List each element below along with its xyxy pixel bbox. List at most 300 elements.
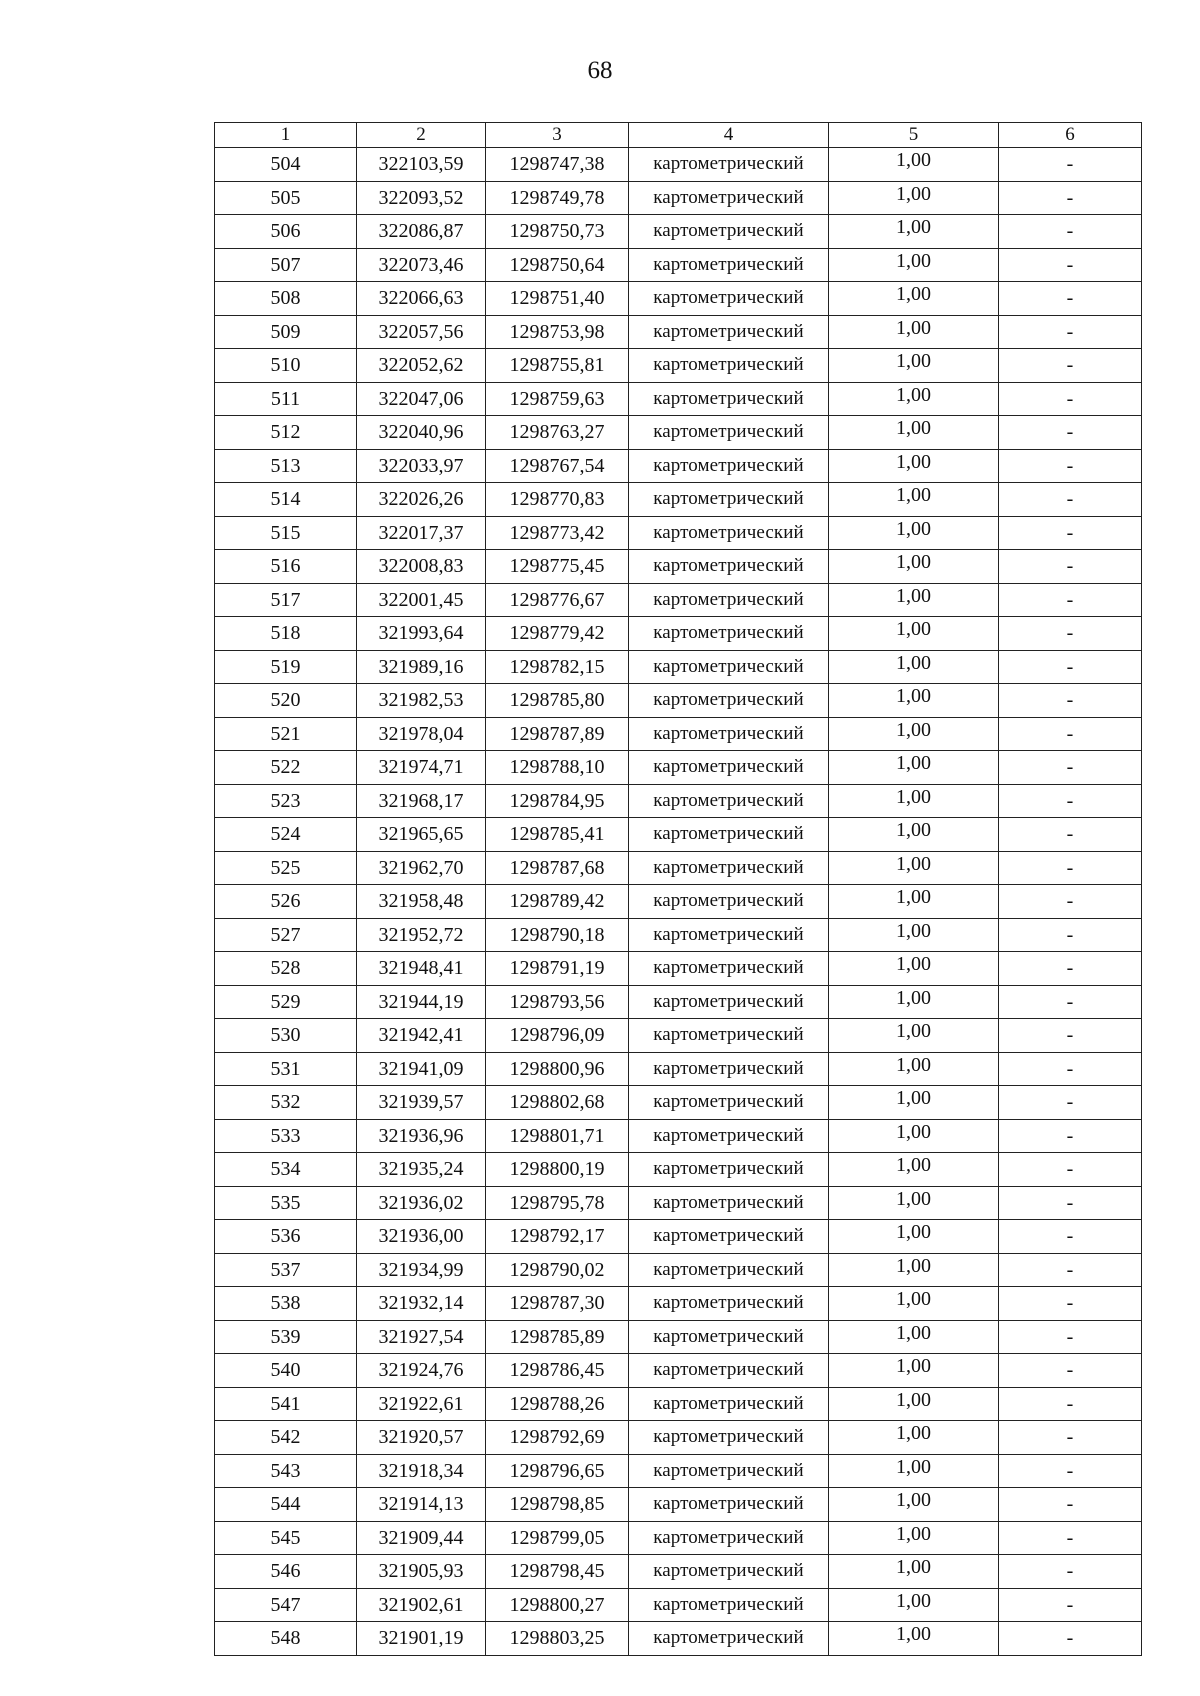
accuracy-cell: 1,00 bbox=[829, 516, 999, 550]
y-coordinate-cell: 1298791,19 bbox=[486, 952, 629, 986]
table-row bbox=[215, 1119, 1142, 1153]
method-cell: картометрический bbox=[629, 1421, 829, 1455]
note-cell: - bbox=[999, 1454, 1142, 1488]
header-cell-5: 5 bbox=[829, 123, 999, 148]
method-cell: картометрический bbox=[629, 315, 829, 349]
y-coordinate-cell: 1298796,65 bbox=[486, 1454, 629, 1488]
y-coordinate-cell: 1298770,83 bbox=[486, 483, 629, 517]
table-row bbox=[215, 583, 1142, 617]
accuracy-cell: 1,00 bbox=[829, 583, 999, 617]
accuracy-cell: 1,00 bbox=[829, 215, 999, 249]
method-cell: картометрический bbox=[629, 1019, 829, 1053]
x-coordinate-cell: 321936,96 bbox=[357, 1119, 486, 1153]
table-row bbox=[215, 918, 1142, 952]
point-number-cell: 532 bbox=[215, 1086, 357, 1120]
accuracy-cell: 1,00 bbox=[829, 315, 999, 349]
method-cell: картометрический bbox=[629, 382, 829, 416]
y-coordinate-cell: 1298775,45 bbox=[486, 550, 629, 584]
note-cell: - bbox=[999, 1555, 1142, 1589]
coordinates-table bbox=[214, 122, 1142, 1656]
method-cell: картометрический bbox=[629, 583, 829, 617]
point-number-cell: 523 bbox=[215, 784, 357, 818]
x-coordinate-cell: 321920,57 bbox=[357, 1421, 486, 1455]
point-number-cell: 533 bbox=[215, 1119, 357, 1153]
method-cell: картометрический bbox=[629, 1253, 829, 1287]
accuracy-cell: 1,00 bbox=[829, 1186, 999, 1220]
note-cell: - bbox=[999, 1421, 1142, 1455]
note-cell: - bbox=[999, 985, 1142, 1019]
note-cell: - bbox=[999, 1086, 1142, 1120]
method-cell: картометрический bbox=[629, 516, 829, 550]
note-cell: - bbox=[999, 1253, 1142, 1287]
x-coordinate-cell: 321978,04 bbox=[357, 717, 486, 751]
table-row bbox=[215, 1454, 1142, 1488]
accuracy-cell: 1,00 bbox=[829, 382, 999, 416]
table-row bbox=[215, 416, 1142, 450]
note-cell: - bbox=[999, 449, 1142, 483]
method-cell: картометрический bbox=[629, 1555, 829, 1589]
note-cell: - bbox=[999, 717, 1142, 751]
point-number-cell: 517 bbox=[215, 583, 357, 617]
table-row bbox=[215, 1320, 1142, 1354]
y-coordinate-cell: 1298747,38 bbox=[486, 148, 629, 182]
accuracy-cell: 1,00 bbox=[829, 952, 999, 986]
point-number-cell: 512 bbox=[215, 416, 357, 450]
table-row bbox=[215, 1052, 1142, 1086]
accuracy-cell: 1,00 bbox=[829, 148, 999, 182]
y-coordinate-cell: 1298750,64 bbox=[486, 248, 629, 282]
point-number-cell: 542 bbox=[215, 1421, 357, 1455]
x-coordinate-cell: 321936,02 bbox=[357, 1186, 486, 1220]
note-cell: - bbox=[999, 650, 1142, 684]
y-coordinate-cell: 1298800,27 bbox=[486, 1588, 629, 1622]
method-cell: картометрический bbox=[629, 684, 829, 718]
y-coordinate-cell: 1298751,40 bbox=[486, 282, 629, 316]
accuracy-cell: 1,00 bbox=[829, 416, 999, 450]
x-coordinate-cell: 322040,96 bbox=[357, 416, 486, 450]
y-coordinate-cell: 1298753,98 bbox=[486, 315, 629, 349]
accuracy-cell: 1,00 bbox=[829, 1220, 999, 1254]
note-cell: - bbox=[999, 148, 1142, 182]
method-cell: картометрический bbox=[629, 282, 829, 316]
y-coordinate-cell: 1298763,27 bbox=[486, 416, 629, 450]
header-cell-6: 6 bbox=[999, 123, 1142, 148]
accuracy-cell: 1,00 bbox=[829, 918, 999, 952]
x-coordinate-cell: 321905,93 bbox=[357, 1555, 486, 1589]
note-cell: - bbox=[999, 952, 1142, 986]
method-cell: картометрический bbox=[629, 784, 829, 818]
method-cell: картометрический bbox=[629, 148, 829, 182]
point-number-cell: 543 bbox=[215, 1454, 357, 1488]
table-row bbox=[215, 1086, 1142, 1120]
table-row bbox=[215, 215, 1142, 249]
y-coordinate-cell: 1298787,30 bbox=[486, 1287, 629, 1321]
table-row bbox=[215, 1622, 1142, 1656]
accuracy-cell: 1,00 bbox=[829, 1119, 999, 1153]
method-cell: картометрический bbox=[629, 416, 829, 450]
point-number-cell: 547 bbox=[215, 1588, 357, 1622]
accuracy-cell: 1,00 bbox=[829, 1354, 999, 1388]
note-cell: - bbox=[999, 349, 1142, 383]
table-row bbox=[215, 181, 1142, 215]
method-cell: картометрический bbox=[629, 1119, 829, 1153]
note-cell: - bbox=[999, 1521, 1142, 1555]
table-row bbox=[215, 449, 1142, 483]
note-cell: - bbox=[999, 315, 1142, 349]
note-cell: - bbox=[999, 215, 1142, 249]
note-cell: - bbox=[999, 617, 1142, 651]
x-coordinate-cell: 322047,06 bbox=[357, 382, 486, 416]
x-coordinate-cell: 321918,34 bbox=[357, 1454, 486, 1488]
y-coordinate-cell: 1298795,78 bbox=[486, 1186, 629, 1220]
method-cell: картометрический bbox=[629, 215, 829, 249]
x-coordinate-cell: 322017,37 bbox=[357, 516, 486, 550]
x-coordinate-cell: 321939,57 bbox=[357, 1086, 486, 1120]
table-row bbox=[215, 483, 1142, 517]
table-body bbox=[215, 123, 1142, 1656]
note-cell: - bbox=[999, 1488, 1142, 1522]
y-coordinate-cell: 1298792,69 bbox=[486, 1421, 629, 1455]
accuracy-cell: 1,00 bbox=[829, 650, 999, 684]
note-cell: - bbox=[999, 818, 1142, 852]
header-cell-3: 3 bbox=[486, 123, 629, 148]
x-coordinate-cell: 322001,45 bbox=[357, 583, 486, 617]
accuracy-cell: 1,00 bbox=[829, 617, 999, 651]
point-number-cell: 511 bbox=[215, 382, 357, 416]
table-row bbox=[215, 1153, 1142, 1187]
table-row bbox=[215, 1354, 1142, 1388]
y-coordinate-cell: 1298792,17 bbox=[486, 1220, 629, 1254]
table-row bbox=[215, 717, 1142, 751]
table-header-row bbox=[215, 123, 1142, 148]
note-cell: - bbox=[999, 416, 1142, 450]
point-number-cell: 520 bbox=[215, 684, 357, 718]
point-number-cell: 522 bbox=[215, 751, 357, 785]
x-coordinate-cell: 321952,72 bbox=[357, 918, 486, 952]
note-cell: - bbox=[999, 1320, 1142, 1354]
point-number-cell: 506 bbox=[215, 215, 357, 249]
y-coordinate-cell: 1298782,15 bbox=[486, 650, 629, 684]
table-row bbox=[215, 617, 1142, 651]
y-coordinate-cell: 1298776,67 bbox=[486, 583, 629, 617]
method-cell: картометрический bbox=[629, 918, 829, 952]
point-number-cell: 510 bbox=[215, 349, 357, 383]
accuracy-cell: 1,00 bbox=[829, 851, 999, 885]
header-cell-1: 1 bbox=[215, 123, 357, 148]
point-number-cell: 524 bbox=[215, 818, 357, 852]
method-cell: картометрический bbox=[629, 1052, 829, 1086]
x-coordinate-cell: 321914,13 bbox=[357, 1488, 486, 1522]
method-cell: картометрический bbox=[629, 818, 829, 852]
note-cell: - bbox=[999, 181, 1142, 215]
point-number-cell: 521 bbox=[215, 717, 357, 751]
method-cell: картометрический bbox=[629, 650, 829, 684]
y-coordinate-cell: 1298788,26 bbox=[486, 1387, 629, 1421]
accuracy-cell: 1,00 bbox=[829, 1320, 999, 1354]
table-row bbox=[215, 1253, 1142, 1287]
method-cell: картометрический bbox=[629, 1086, 829, 1120]
point-number-cell: 530 bbox=[215, 1019, 357, 1053]
method-cell: картометрический bbox=[629, 717, 829, 751]
accuracy-cell: 1,00 bbox=[829, 1019, 999, 1053]
y-coordinate-cell: 1298801,71 bbox=[486, 1119, 629, 1153]
table-row bbox=[215, 1421, 1142, 1455]
point-number-cell: 545 bbox=[215, 1521, 357, 1555]
point-number-cell: 525 bbox=[215, 851, 357, 885]
table-row bbox=[215, 1019, 1142, 1053]
accuracy-cell: 1,00 bbox=[829, 248, 999, 282]
y-coordinate-cell: 1298785,89 bbox=[486, 1320, 629, 1354]
accuracy-cell: 1,00 bbox=[829, 181, 999, 215]
x-coordinate-cell: 322026,26 bbox=[357, 483, 486, 517]
point-number-cell: 507 bbox=[215, 248, 357, 282]
table-row bbox=[215, 1488, 1142, 1522]
y-coordinate-cell: 1298799,05 bbox=[486, 1521, 629, 1555]
note-cell: - bbox=[999, 751, 1142, 785]
x-coordinate-cell: 322103,59 bbox=[357, 148, 486, 182]
method-cell: картометрический bbox=[629, 449, 829, 483]
y-coordinate-cell: 1298798,45 bbox=[486, 1555, 629, 1589]
method-cell: картометрический bbox=[629, 1287, 829, 1321]
point-number-cell: 518 bbox=[215, 617, 357, 651]
point-number-cell: 531 bbox=[215, 1052, 357, 1086]
y-coordinate-cell: 1298785,80 bbox=[486, 684, 629, 718]
note-cell: - bbox=[999, 483, 1142, 517]
point-number-cell: 544 bbox=[215, 1488, 357, 1522]
x-coordinate-cell: 321935,24 bbox=[357, 1153, 486, 1187]
y-coordinate-cell: 1298802,68 bbox=[486, 1086, 629, 1120]
accuracy-cell: 1,00 bbox=[829, 1387, 999, 1421]
y-coordinate-cell: 1298800,96 bbox=[486, 1052, 629, 1086]
x-coordinate-cell: 321922,61 bbox=[357, 1387, 486, 1421]
y-coordinate-cell: 1298796,09 bbox=[486, 1019, 629, 1053]
y-coordinate-cell: 1298798,85 bbox=[486, 1488, 629, 1522]
table-row bbox=[215, 650, 1142, 684]
method-cell: картометрический bbox=[629, 985, 829, 1019]
table-row bbox=[215, 382, 1142, 416]
method-cell: картометрический bbox=[629, 1622, 829, 1656]
method-cell: картометрический bbox=[629, 885, 829, 919]
method-cell: картометрический bbox=[629, 550, 829, 584]
accuracy-cell: 1,00 bbox=[829, 1253, 999, 1287]
point-number-cell: 540 bbox=[215, 1354, 357, 1388]
table-row bbox=[215, 282, 1142, 316]
y-coordinate-cell: 1298788,10 bbox=[486, 751, 629, 785]
method-cell: картометрический bbox=[629, 1454, 829, 1488]
x-coordinate-cell: 321936,00 bbox=[357, 1220, 486, 1254]
y-coordinate-cell: 1298790,02 bbox=[486, 1253, 629, 1287]
note-cell: - bbox=[999, 1153, 1142, 1187]
note-cell: - bbox=[999, 684, 1142, 718]
x-coordinate-cell: 322052,62 bbox=[357, 349, 486, 383]
x-coordinate-cell: 321965,65 bbox=[357, 818, 486, 852]
table-row bbox=[215, 1555, 1142, 1589]
accuracy-cell: 1,00 bbox=[829, 1622, 999, 1656]
x-coordinate-cell: 321958,48 bbox=[357, 885, 486, 919]
accuracy-cell: 1,00 bbox=[829, 1153, 999, 1187]
y-coordinate-cell: 1298789,42 bbox=[486, 885, 629, 919]
note-cell: - bbox=[999, 282, 1142, 316]
table-row bbox=[215, 784, 1142, 818]
point-number-cell: 528 bbox=[215, 952, 357, 986]
table-row bbox=[215, 248, 1142, 282]
accuracy-cell: 1,00 bbox=[829, 818, 999, 852]
y-coordinate-cell: 1298767,54 bbox=[486, 449, 629, 483]
x-coordinate-cell: 321902,61 bbox=[357, 1588, 486, 1622]
note-cell: - bbox=[999, 784, 1142, 818]
x-coordinate-cell: 321934,99 bbox=[357, 1253, 486, 1287]
x-coordinate-cell: 322066,63 bbox=[357, 282, 486, 316]
y-coordinate-cell: 1298759,63 bbox=[486, 382, 629, 416]
note-cell: - bbox=[999, 885, 1142, 919]
point-number-cell: 509 bbox=[215, 315, 357, 349]
note-cell: - bbox=[999, 918, 1142, 952]
y-coordinate-cell: 1298800,19 bbox=[486, 1153, 629, 1187]
method-cell: картометрический bbox=[629, 1220, 829, 1254]
table-row bbox=[215, 1220, 1142, 1254]
y-coordinate-cell: 1298749,78 bbox=[486, 181, 629, 215]
note-cell: - bbox=[999, 1588, 1142, 1622]
method-cell: картометрический bbox=[629, 1488, 829, 1522]
y-coordinate-cell: 1298755,81 bbox=[486, 349, 629, 383]
point-number-cell: 538 bbox=[215, 1287, 357, 1321]
header-cell-4: 4 bbox=[629, 123, 829, 148]
method-cell: картометрический bbox=[629, 1387, 829, 1421]
note-cell: - bbox=[999, 851, 1142, 885]
point-number-cell: 505 bbox=[215, 181, 357, 215]
table-row bbox=[215, 885, 1142, 919]
method-cell: картометрический bbox=[629, 1186, 829, 1220]
note-cell: - bbox=[999, 1019, 1142, 1053]
accuracy-cell: 1,00 bbox=[829, 1521, 999, 1555]
note-cell: - bbox=[999, 1354, 1142, 1388]
method-cell: картометрический bbox=[629, 248, 829, 282]
note-cell: - bbox=[999, 1287, 1142, 1321]
accuracy-cell: 1,00 bbox=[829, 1086, 999, 1120]
note-cell: - bbox=[999, 516, 1142, 550]
table-row bbox=[215, 315, 1142, 349]
table-row bbox=[215, 985, 1142, 1019]
page-number: 68 bbox=[587, 57, 613, 84]
accuracy-cell: 1,00 bbox=[829, 1287, 999, 1321]
method-cell: картометрический bbox=[629, 1521, 829, 1555]
note-cell: - bbox=[999, 248, 1142, 282]
method-cell: картометрический bbox=[629, 851, 829, 885]
point-number-cell: 537 bbox=[215, 1253, 357, 1287]
table-row bbox=[215, 148, 1142, 182]
note-cell: - bbox=[999, 1387, 1142, 1421]
accuracy-cell: 1,00 bbox=[829, 483, 999, 517]
accuracy-cell: 1,00 bbox=[829, 1488, 999, 1522]
note-cell: - bbox=[999, 382, 1142, 416]
method-cell: картометрический bbox=[629, 617, 829, 651]
method-cell: картометрический bbox=[629, 483, 829, 517]
method-cell: картометрический bbox=[629, 181, 829, 215]
x-coordinate-cell: 321993,64 bbox=[357, 617, 486, 651]
note-cell: - bbox=[999, 583, 1142, 617]
accuracy-cell: 1,00 bbox=[829, 1588, 999, 1622]
point-number-cell: 546 bbox=[215, 1555, 357, 1589]
accuracy-cell: 1,00 bbox=[829, 717, 999, 751]
point-number-cell: 514 bbox=[215, 483, 357, 517]
x-coordinate-cell: 322033,97 bbox=[357, 449, 486, 483]
point-number-cell: 513 bbox=[215, 449, 357, 483]
table-row bbox=[215, 818, 1142, 852]
table-row bbox=[215, 516, 1142, 550]
method-cell: картометрический bbox=[629, 1153, 829, 1187]
point-number-cell: 534 bbox=[215, 1153, 357, 1187]
point-number-cell: 516 bbox=[215, 550, 357, 584]
accuracy-cell: 1,00 bbox=[829, 885, 999, 919]
x-coordinate-cell: 321932,14 bbox=[357, 1287, 486, 1321]
table-row bbox=[215, 349, 1142, 383]
x-coordinate-cell: 322057,56 bbox=[357, 315, 486, 349]
table-row bbox=[215, 684, 1142, 718]
table-row bbox=[215, 1521, 1142, 1555]
y-coordinate-cell: 1298787,89 bbox=[486, 717, 629, 751]
accuracy-cell: 1,00 bbox=[829, 1454, 999, 1488]
x-coordinate-cell: 321909,44 bbox=[357, 1521, 486, 1555]
x-coordinate-cell: 321974,71 bbox=[357, 751, 486, 785]
note-cell: - bbox=[999, 1186, 1142, 1220]
method-cell: картометрический bbox=[629, 1588, 829, 1622]
table-row bbox=[215, 952, 1142, 986]
table-row bbox=[215, 1186, 1142, 1220]
accuracy-cell: 1,00 bbox=[829, 1421, 999, 1455]
accuracy-cell: 1,00 bbox=[829, 684, 999, 718]
x-coordinate-cell: 321968,17 bbox=[357, 784, 486, 818]
accuracy-cell: 1,00 bbox=[829, 985, 999, 1019]
y-coordinate-cell: 1298784,95 bbox=[486, 784, 629, 818]
y-coordinate-cell: 1298750,73 bbox=[486, 215, 629, 249]
x-coordinate-cell: 321962,70 bbox=[357, 851, 486, 885]
point-number-cell: 535 bbox=[215, 1186, 357, 1220]
x-coordinate-cell: 321901,19 bbox=[357, 1622, 486, 1656]
y-coordinate-cell: 1298773,42 bbox=[486, 516, 629, 550]
point-number-cell: 536 bbox=[215, 1220, 357, 1254]
accuracy-cell: 1,00 bbox=[829, 550, 999, 584]
table-row bbox=[215, 751, 1142, 785]
point-number-cell: 541 bbox=[215, 1387, 357, 1421]
point-number-cell: 519 bbox=[215, 650, 357, 684]
y-coordinate-cell: 1298785,41 bbox=[486, 818, 629, 852]
x-coordinate-cell: 321989,16 bbox=[357, 650, 486, 684]
x-coordinate-cell: 322093,52 bbox=[357, 181, 486, 215]
method-cell: картометрический bbox=[629, 751, 829, 785]
point-number-cell: 515 bbox=[215, 516, 357, 550]
table-row bbox=[215, 1287, 1142, 1321]
note-cell: - bbox=[999, 550, 1142, 584]
accuracy-cell: 1,00 bbox=[829, 282, 999, 316]
x-coordinate-cell: 321924,76 bbox=[357, 1354, 486, 1388]
point-number-cell: 508 bbox=[215, 282, 357, 316]
point-number-cell: 539 bbox=[215, 1320, 357, 1354]
y-coordinate-cell: 1298787,68 bbox=[486, 851, 629, 885]
method-cell: картометрический bbox=[629, 1354, 829, 1388]
header-cell-2: 2 bbox=[357, 123, 486, 148]
table-row bbox=[215, 550, 1142, 584]
y-coordinate-cell: 1298779,42 bbox=[486, 617, 629, 651]
x-coordinate-cell: 321948,41 bbox=[357, 952, 486, 986]
accuracy-cell: 1,00 bbox=[829, 751, 999, 785]
y-coordinate-cell: 1298803,25 bbox=[486, 1622, 629, 1656]
point-number-cell: 548 bbox=[215, 1622, 357, 1656]
point-number-cell: 529 bbox=[215, 985, 357, 1019]
x-coordinate-cell: 321944,19 bbox=[357, 985, 486, 1019]
x-coordinate-cell: 321982,53 bbox=[357, 684, 486, 718]
table-row bbox=[215, 1387, 1142, 1421]
accuracy-cell: 1,00 bbox=[829, 449, 999, 483]
